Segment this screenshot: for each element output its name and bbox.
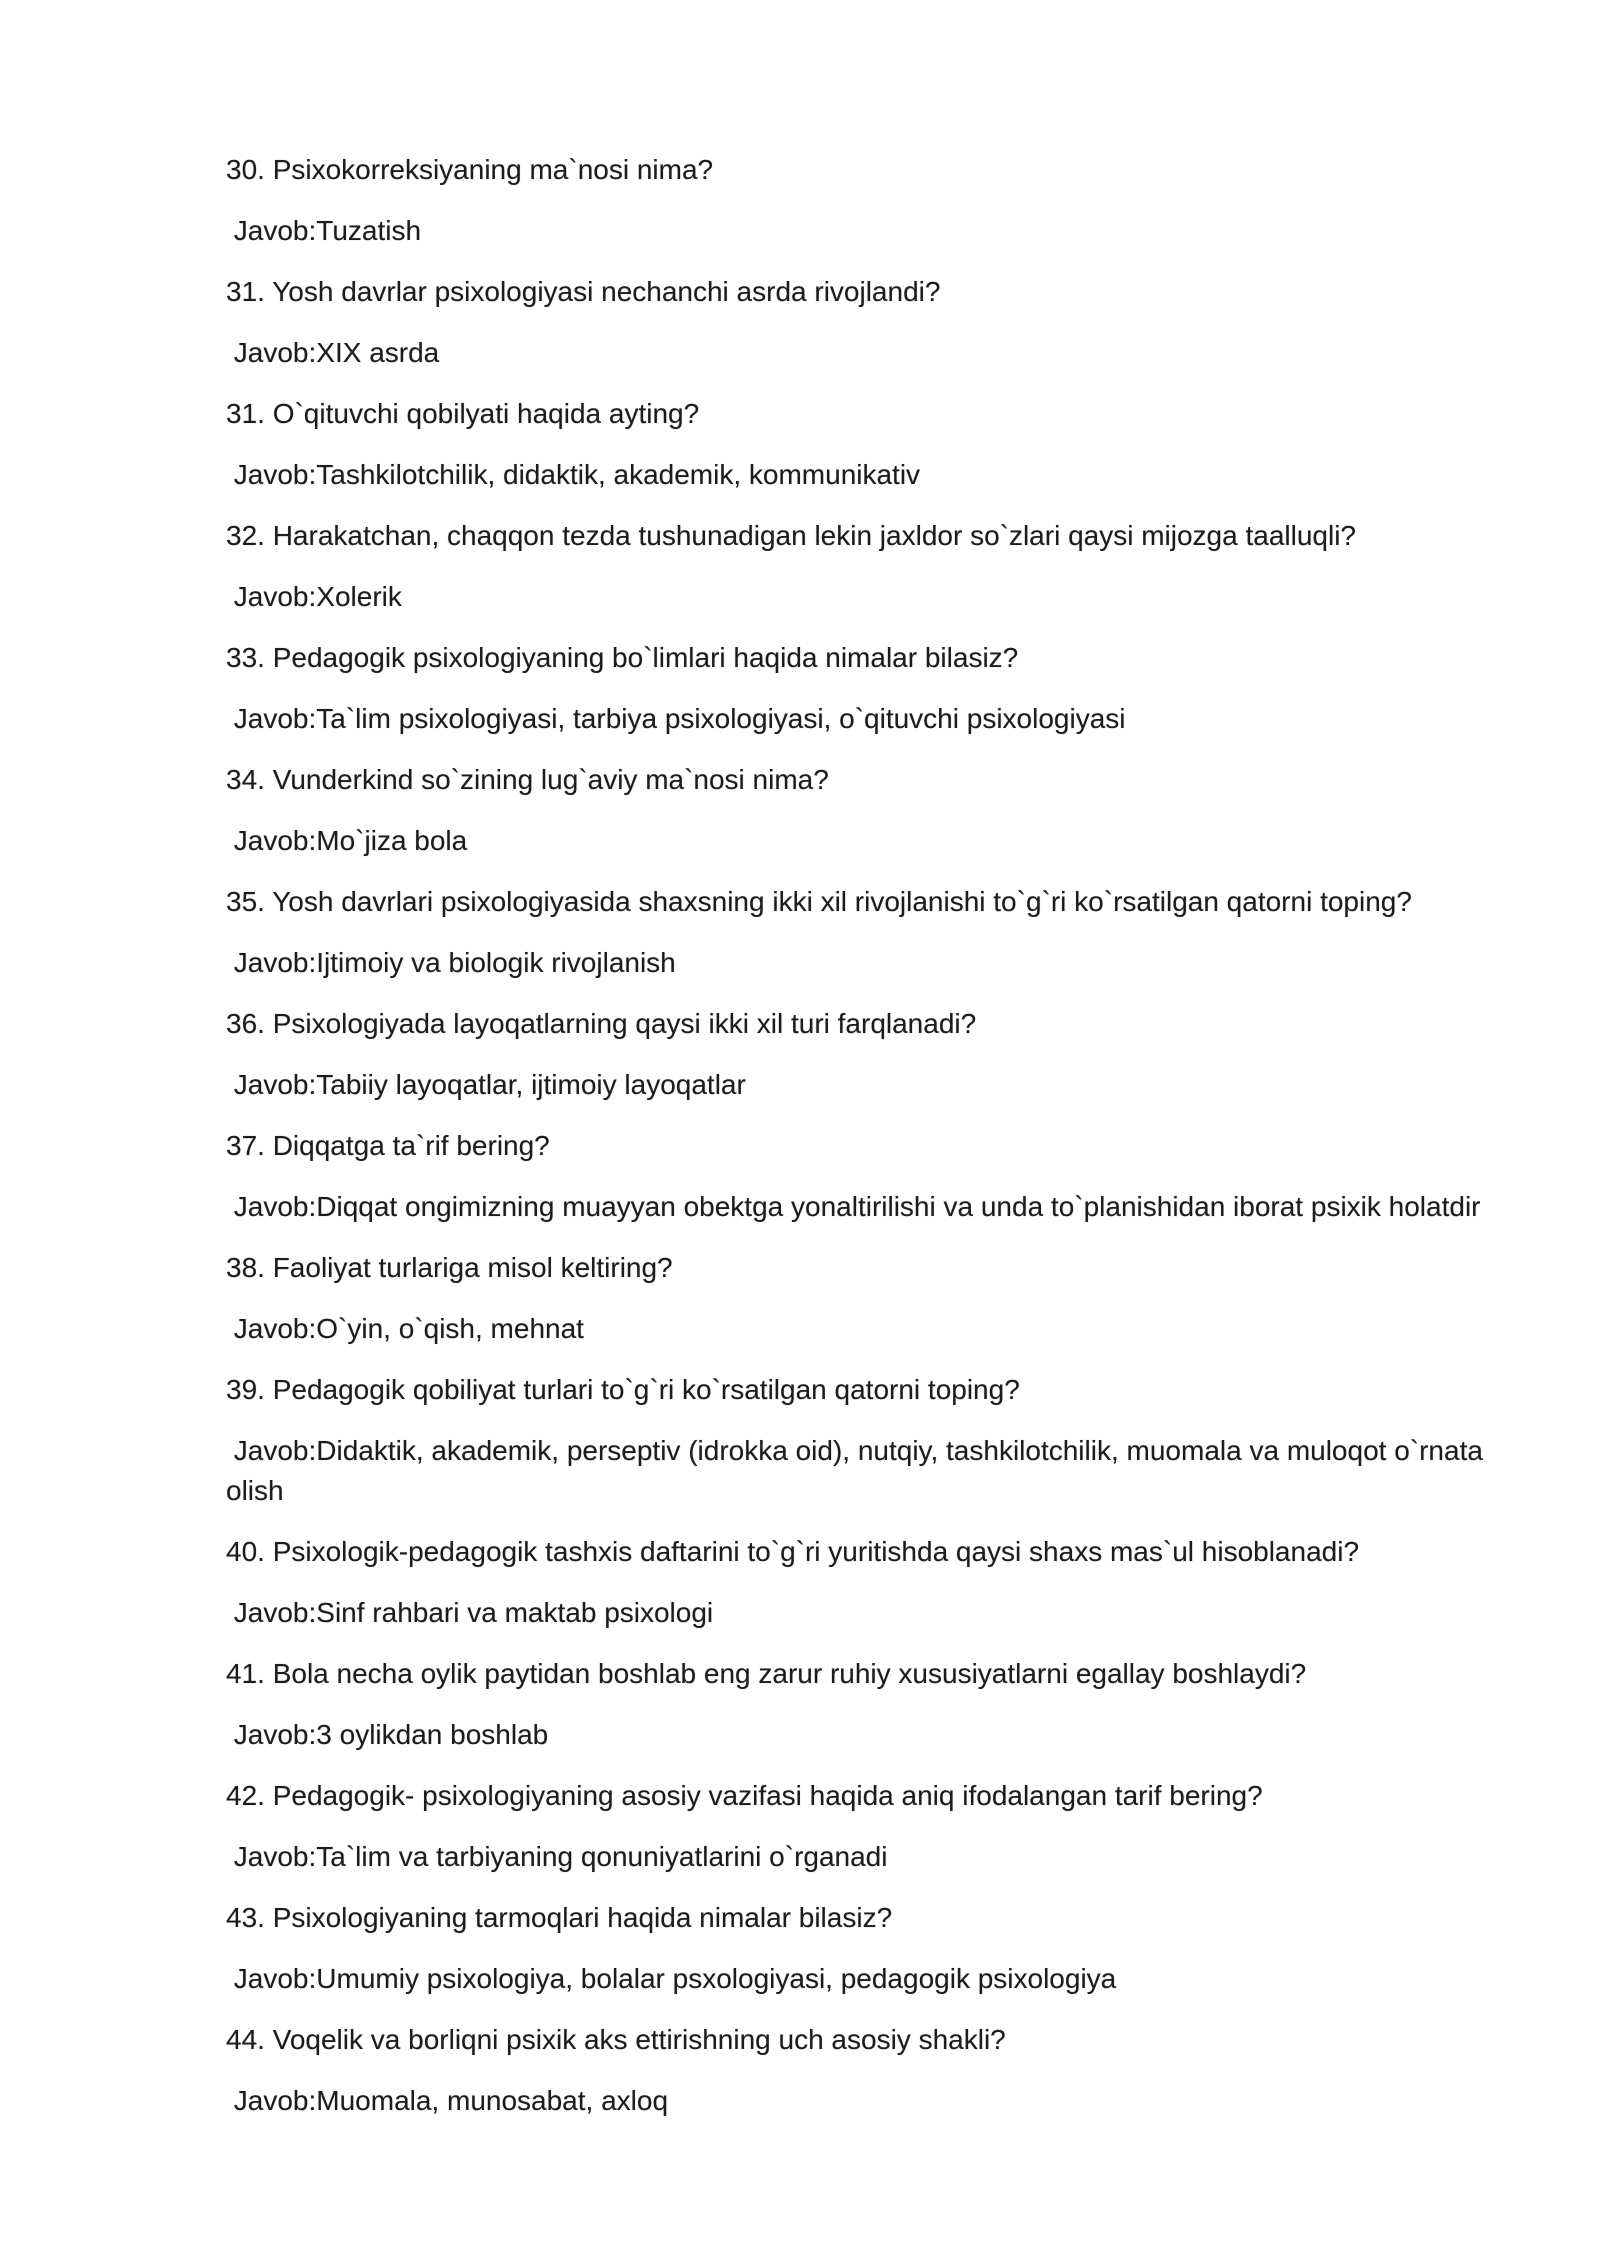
question-line: 36. Psixologiyada layoqatlarning qaysi ikki xil turi farqlanadi? — [226, 1008, 977, 1039]
question-line: 40. Psixologik-pedagogik tashxis daftarini to`g`ri yuritishda qaysi shaxs mas`ul hisoblanadi? — [226, 1536, 1360, 1567]
answer-line: Javob:Tuzatish — [226, 215, 422, 246]
answer-line: Javob:Sinf rahbari va maktab psixologi — [226, 1597, 714, 1628]
answer-line: Javob:Didaktik, akademik, perseptiv (idrokka oid), nutqiy, tashkilotchilik, muomala va muloqot o`rnata olish — [226, 1435, 1491, 1506]
question-line: 34. Vunderkind so`zining lug`aviy ma`nosi nima? — [226, 764, 829, 795]
question-line: 44. Voqelik va borliqni psixik aks ettirishning uch asosiy shakli? — [226, 2024, 1006, 2055]
answer-line: Javob:Umumiy psixologiya, bolalar psxologiyasi, pedagogik psixologiya — [226, 1963, 1117, 1994]
answer-line: Javob:Diqqat ongimizning muayyan obektga yonaltirilishi va unda to`planishidan iborat psixik holatdir — [226, 1191, 1481, 1222]
answer-line: Javob:3 oylikdan boshlab — [226, 1719, 549, 1750]
question-line: 37. Diqqatga ta`rif bering? — [226, 1130, 550, 1161]
question-line: 38. Faoliyat turlariga misol keltiring? — [226, 1252, 673, 1283]
answer-line: Javob:Tashkilotchilik, didaktik, akademik, kommunikativ — [226, 459, 921, 490]
answer-line: Javob:Muomala, munosabat, axloq — [226, 2085, 669, 2116]
question-line: 30. Psixokorreksiyaning ma`nosi nima? — [226, 154, 714, 185]
answer-line: Javob:XIX asrda — [226, 337, 440, 368]
question-line: 39. Pedagogik qobiliyat turlari to`g`ri ko`rsatilgan qatorni toping? — [226, 1374, 1020, 1405]
question-line: 42. Pedagogik- psixologiyaning asosiy vazifasi haqida aniq ifodalangan tarif bering? — [226, 1780, 1263, 1811]
answer-line: Javob:Ta`lim va tarbiyaning qonuniyatlarini o`rganadi — [226, 1841, 888, 1872]
answer-line: Javob:O`yin, o`qish, mehnat — [226, 1313, 584, 1344]
question-line: 35. Yosh davrlari psixologiyasida shaxsning ikki xil rivojlanishi to`g`ri ko`rsatilgan qatorni toping? — [226, 886, 1412, 917]
answer-line: Javob:Xolerik — [226, 581, 402, 612]
question-line: 41. Bola necha oylik paytidan boshlab eng zarur ruhiy xususiyatlarni egallay boshlaydi? — [226, 1658, 1307, 1689]
question-line: 33. Pedagogik psixologiyaning bo`limlari haqida nimalar bilasiz? — [226, 642, 1019, 673]
question-line: 32. Harakatchan, chaqqon tezda tushunadigan lekin jaxldor so`zlari qaysi mijozga taalluqli? — [226, 520, 1357, 551]
answer-line: Javob:Ijtimoiy va biologik rivojlanish — [226, 947, 676, 978]
answer-line: Javob:Tabiiy layoqatlar, ijtimoiy layoqatlar — [226, 1069, 746, 1100]
answer-line: Javob:Mo`jiza bola — [226, 825, 468, 856]
answer-line: Javob:Ta`lim psixologiyasi, tarbiya psixologiyasi, o`qituvchi psixologiyasi — [226, 703, 1126, 734]
question-line: 31. O`qituvchi qobilyati haqida ayting? — [226, 398, 700, 429]
question-line: 31. Yosh davrlar psixologiyasi nechanchi asrda rivojlandi? — [226, 276, 941, 307]
question-line: 43. Psixologiyaning tarmoqlari haqida nimalar bilasiz? — [226, 1902, 893, 1933]
